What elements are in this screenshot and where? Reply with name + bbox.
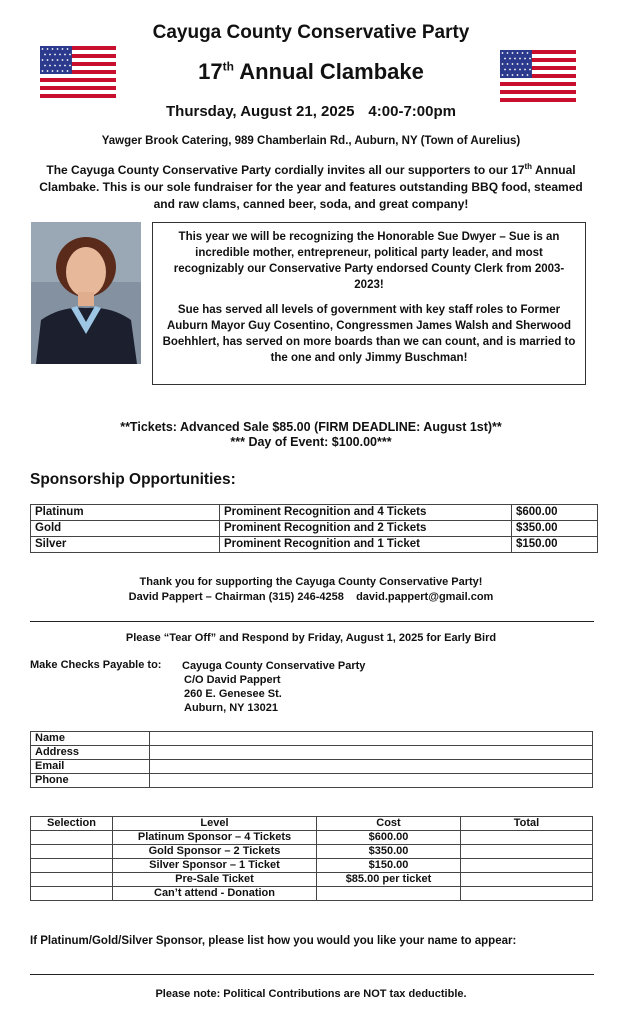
event-date-line <box>0 103 622 120</box>
event-title-text: Annual Clambake <box>233 59 424 84</box>
address-line: Auburn, NY 13021 <box>184 702 278 714</box>
sponsor-benefit: Prominent Recognition and 2 Tickets <box>220 521 512 537</box>
honoree-paragraph-1: This year we will be recognizing the Honorable Sue Dwyer – Sue is an incredible mother, entrepreneur, political party leader, and most recognizably our Conservative Party endorsed County Clerk from 2003-2023! <box>173 231 565 291</box>
order-form-table <box>30 816 593 901</box>
selection-cell[interactable] <box>31 831 113 845</box>
phone-field[interactable] <box>150 774 593 788</box>
event-date: Thursday, August 21, 2025 <box>166 103 355 120</box>
level-cell: Gold Sponsor – 2 Tickets <box>113 845 317 859</box>
total-cell[interactable] <box>461 845 593 859</box>
ticket-advance-price: **Tickets: Advanced Sale $85.00 (FIRM DEADLINE: August 1st)** <box>120 420 502 434</box>
table-row <box>31 873 593 887</box>
contact-line: David Pappert – Chairman (315) 246-4258 david.pappert@gmail.com <box>128 591 494 603</box>
document-title: Cayuga County Conservative Party <box>152 22 470 43</box>
table-row <box>31 505 598 521</box>
table-row <box>31 521 598 537</box>
address-label: Address <box>31 746 150 760</box>
cost-cell: $150.00 <box>317 859 461 873</box>
cost-cell: $600.00 <box>317 831 461 845</box>
tear-off-divider <box>30 621 594 622</box>
sponsorship-table <box>30 504 598 553</box>
total-cell[interactable] <box>461 873 593 887</box>
contact-info-form <box>30 731 593 788</box>
sponsor-level: Platinum <box>31 505 220 521</box>
sponsor-price: $600.00 <box>512 505 598 521</box>
honoree-box <box>152 222 586 385</box>
intro-sup: th <box>524 162 533 171</box>
total-cell[interactable] <box>461 859 593 873</box>
sponsor-price: $150.00 <box>512 537 598 553</box>
event-title-number: 17 <box>198 59 223 84</box>
table-row <box>31 831 593 845</box>
table-row <box>31 774 593 788</box>
table-row <box>31 732 593 746</box>
address-line: 260 E. Genesee St. <box>184 688 282 700</box>
level-cell: Platinum Sponsor – 4 Tickets <box>113 831 317 845</box>
sponsor-level: Gold <box>31 521 220 537</box>
sponsor-price: $350.00 <box>512 521 598 537</box>
event-venue: Yawger Brook Catering, 989 Chamberlain Rd., Auburn, NY (Town of Aurelius) <box>101 135 521 147</box>
cost-cell <box>317 887 461 901</box>
cost-cell: $350.00 <box>317 845 461 859</box>
table-row <box>31 537 598 553</box>
email-field[interactable] <box>150 760 593 774</box>
address-line: Cayuga County Conservative Party <box>182 660 366 672</box>
selection-cell[interactable] <box>31 887 113 901</box>
sponsor-benefit: Prominent Recognition and 4 Tickets <box>220 505 512 521</box>
thanks-line: Thank you for supporting the Cayuga County Conservative Party! <box>139 576 483 588</box>
name-field[interactable] <box>150 732 593 746</box>
table-row <box>31 887 593 901</box>
ticket-prices <box>0 420 622 450</box>
event-title <box>0 59 622 85</box>
intro-text-1: The Cayuga County Conservative Party cordially invites all our supporters to our 17 <box>46 163 525 177</box>
ticket-day-of-price: *** Day of Event: $100.00*** <box>230 435 392 449</box>
level-cell: Pre-Sale Ticket <box>113 873 317 887</box>
event-title-suffix: th <box>222 59 234 74</box>
selection-cell[interactable] <box>31 873 113 887</box>
address-field[interactable] <box>150 746 593 760</box>
table-row <box>31 746 593 760</box>
total-cell[interactable] <box>461 831 593 845</box>
header-cost: Cost <box>317 817 461 831</box>
intro-text-2: Annual Clambake. This is our sole fundraiser for the year and features outstanding BBQ food, steamed and raw clams, canned beer, soda, and great company! <box>39 163 583 211</box>
honoree-paragraph-2: Sue has served all levels of government with key staff roles to Former Auburn Mayor Guy Cosentino, Congressmen James Walsh and Sherwood Boehhlert, has served on more boards than we can count, and is married to the one and only Jimmy Buschman! <box>162 304 576 364</box>
header-level: Level <box>113 817 317 831</box>
checks-payable-address <box>182 659 365 715</box>
header-total: Total <box>461 817 593 831</box>
level-cell: Can’t attend - Donation <box>113 887 317 901</box>
email-label: Email <box>31 760 150 774</box>
cost-cell: $85.00 per ticket <box>317 873 461 887</box>
tax-note: Please note: Political Contributions are NOT tax deductible. <box>155 988 467 1000</box>
portrait-illustration <box>31 222 141 364</box>
thanks-block <box>0 575 622 605</box>
total-cell[interactable] <box>461 887 593 901</box>
selection-cell[interactable] <box>31 845 113 859</box>
tear-off-instructions: Please “Tear Off” and Respond by Friday, August 1, 2025 for Early Bird <box>125 632 497 644</box>
address-line: C/O David Pappert <box>184 674 281 686</box>
table-row <box>31 845 593 859</box>
table-header-row <box>31 817 593 831</box>
selection-cell[interactable] <box>31 859 113 873</box>
header-selection: Selection <box>31 817 113 831</box>
table-row <box>31 859 593 873</box>
sponsor-name-line[interactable] <box>30 974 594 975</box>
sponsor-level: Silver <box>31 537 220 553</box>
sponsor-benefit: Prominent Recognition and 1 Ticket <box>220 537 512 553</box>
intro-paragraph <box>30 158 592 213</box>
event-time: 4:00-7:00pm <box>368 103 456 120</box>
honoree-portrait <box>31 222 141 364</box>
checks-payable-label: Make Checks Payable to: <box>30 659 162 671</box>
name-label: Name <box>31 732 150 746</box>
sponsorship-heading: Sponsorship Opportunities: <box>30 471 236 488</box>
table-row <box>31 760 593 774</box>
phone-label: Phone <box>31 774 150 788</box>
sponsor-name-prompt: If Platinum/Gold/Silver Sponsor, please list how you would you like your name to appear: <box>30 935 517 947</box>
level-cell: Silver Sponsor – 1 Ticket <box>113 859 317 873</box>
